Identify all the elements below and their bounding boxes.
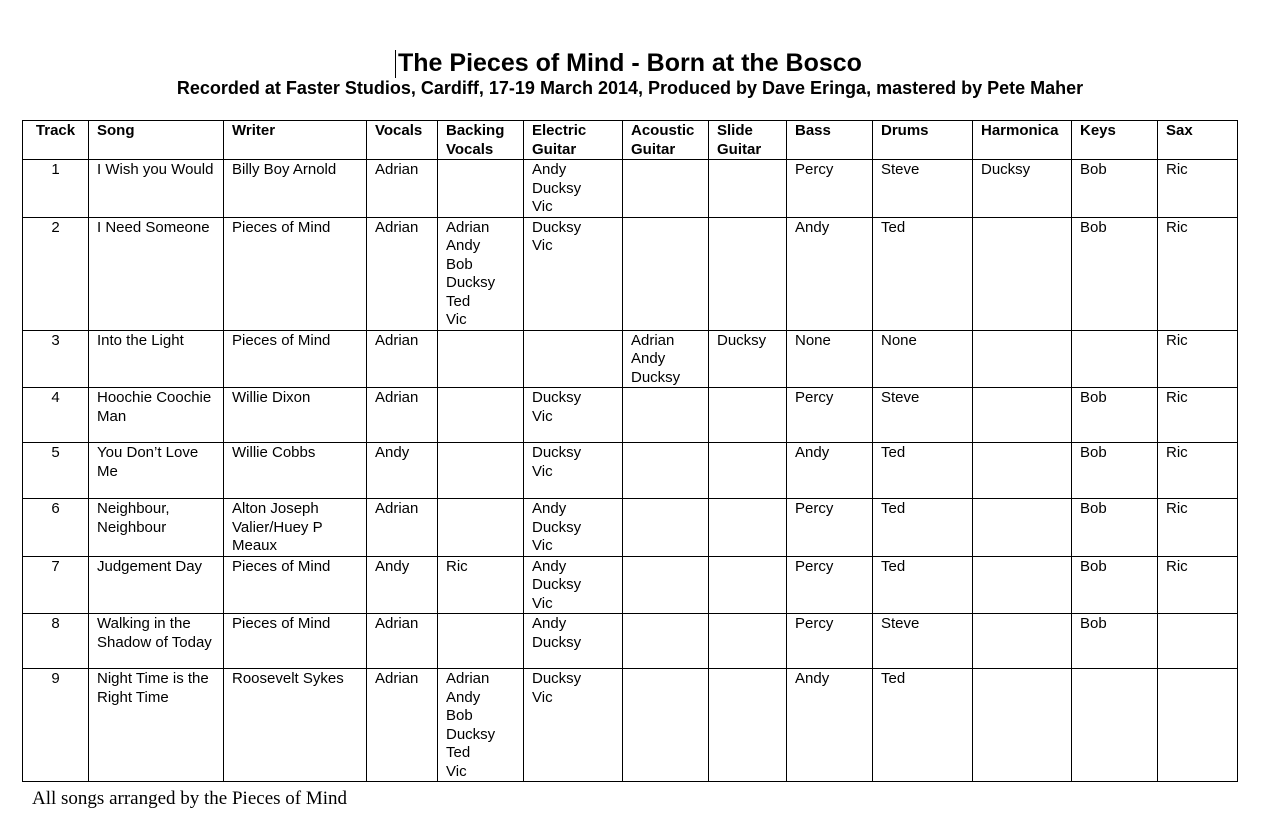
table-row [23, 556, 1238, 614]
cell-electric-guitar: Ducksy Vic [524, 217, 623, 330]
column-header-harmonica: Harmonica [973, 121, 1072, 160]
cell-keys: Bob [1072, 388, 1158, 443]
cell-harmonica [973, 443, 1072, 499]
cell-bass: Percy [787, 160, 873, 218]
cell-song: Night Time is the Right Time [89, 669, 224, 782]
cell-backing-vocals [438, 388, 524, 443]
cell-song: Hoochie Coochie Man [89, 388, 224, 443]
cell-writer: Pieces of Mind [224, 614, 367, 669]
cell-slide-guitar [709, 614, 787, 669]
cell-acoustic-guitar [623, 669, 709, 782]
cell-slide-guitar [709, 388, 787, 443]
cell-backing-vocals: Adrian Andy Bob Ducksy Ted Vic [438, 669, 524, 782]
cell-song: I Need Someone [89, 217, 224, 330]
cell-song: You Don’t Love Me [89, 443, 224, 499]
cell-drums: Steve [873, 388, 973, 443]
cell-harmonica [973, 330, 1072, 388]
cell-sax: Ric [1158, 217, 1238, 330]
cell-harmonica [973, 388, 1072, 443]
cell-backing-vocals [438, 330, 524, 388]
cell-vocals: Adrian [367, 614, 438, 669]
footer-note: All songs arranged by the Pieces of Mind [32, 788, 348, 809]
cell-acoustic-guitar [623, 614, 709, 669]
cell-drums: Ted [873, 217, 973, 330]
cell-electric-guitar: Andy Ducksy Vic [524, 160, 623, 218]
table-row [23, 669, 1238, 782]
cell-bass: Andy [787, 669, 873, 782]
table-row [23, 614, 1238, 669]
track-table [22, 120, 1238, 782]
cell-vocals: Adrian [367, 388, 438, 443]
cell-drums: Ted [873, 556, 973, 614]
table-row [23, 330, 1238, 388]
cell-keys: Bob [1072, 499, 1158, 557]
cell-slide-guitar [709, 160, 787, 218]
cell-harmonica [973, 217, 1072, 330]
cell-writer: Alton Joseph Valier/Huey P Meaux [224, 499, 367, 557]
cell-track: 4 [23, 388, 89, 443]
cell-drums: Steve [873, 614, 973, 669]
cell-acoustic-guitar [623, 217, 709, 330]
cell-drums: Ted [873, 669, 973, 782]
document-subtitle: Recorded at Faster Studios, Cardiff, 17-19 March 2014, Produced by Dave Eringa, mastered by Pete Maher [176, 78, 1084, 98]
cell-keys [1072, 669, 1158, 782]
cell-keys [1072, 330, 1158, 388]
cell-slide-guitar [709, 217, 787, 330]
cell-writer: Pieces of Mind [224, 556, 367, 614]
cell-harmonica [973, 556, 1072, 614]
cell-keys: Bob [1072, 160, 1158, 218]
cell-acoustic-guitar: Adrian Andy Ducksy [623, 330, 709, 388]
cell-backing-vocals [438, 614, 524, 669]
cell-sax: Ric [1158, 388, 1238, 443]
cell-song: I Wish you Would [89, 160, 224, 218]
cell-track: 3 [23, 330, 89, 388]
cell-writer: Pieces of Mind [224, 330, 367, 388]
cell-keys: Bob [1072, 556, 1158, 614]
cell-harmonica [973, 499, 1072, 557]
cell-harmonica: Ducksy [973, 160, 1072, 218]
cell-sax: Ric [1158, 556, 1238, 614]
column-header-keys: Keys [1072, 121, 1158, 160]
cell-writer: Billy Boy Arnold [224, 160, 367, 218]
table-row [23, 388, 1238, 443]
cell-slide-guitar: Ducksy [709, 330, 787, 388]
cell-electric-guitar [524, 330, 623, 388]
cell-acoustic-guitar [623, 556, 709, 614]
column-header-writer: Writer [224, 121, 367, 160]
header-row [23, 121, 1238, 160]
document-title: The Pieces of Mind - Born at the Bosco [398, 49, 862, 77]
cell-track: 7 [23, 556, 89, 614]
cell-electric-guitar: Andy Ducksy Vic [524, 499, 623, 557]
cell-track: 8 [23, 614, 89, 669]
cell-sax: Ric [1158, 160, 1238, 218]
cell-keys: Bob [1072, 614, 1158, 669]
cell-sax: Ric [1158, 443, 1238, 499]
cell-vocals: Adrian [367, 499, 438, 557]
text-cursor [395, 50, 396, 78]
table-row [23, 160, 1238, 218]
cell-drums: Steve [873, 160, 973, 218]
cell-slide-guitar [709, 443, 787, 499]
column-header-drums: Drums [873, 121, 973, 160]
cell-keys: Bob [1072, 217, 1158, 330]
cell-track: 5 [23, 443, 89, 499]
cell-writer: Pieces of Mind [224, 217, 367, 330]
cell-harmonica [973, 669, 1072, 782]
cell-electric-guitar: Ducksy Vic [524, 388, 623, 443]
cell-vocals: Adrian [367, 330, 438, 388]
cell-vocals: Andy [367, 443, 438, 499]
table-body [23, 160, 1238, 782]
cell-song: Into the Light [89, 330, 224, 388]
column-header-vocals: Vocals [367, 121, 438, 160]
cell-backing-vocals [438, 160, 524, 218]
cell-track: 9 [23, 669, 89, 782]
column-header-slide-guitar: Slide Guitar [709, 121, 787, 160]
cell-electric-guitar: Ducksy Vic [524, 669, 623, 782]
cell-track: 2 [23, 217, 89, 330]
cell-backing-vocals [438, 443, 524, 499]
cell-keys: Bob [1072, 443, 1158, 499]
cell-acoustic-guitar [623, 160, 709, 218]
column-header-electric-guitar: Electric Guitar [524, 121, 623, 160]
cell-bass: Andy [787, 217, 873, 330]
column-header-track: Track [23, 121, 89, 160]
cell-acoustic-guitar [623, 499, 709, 557]
column-header-backing-vocals: Backing Vocals [438, 121, 524, 160]
cell-backing-vocals: Ric [438, 556, 524, 614]
cell-electric-guitar: Andy Ducksy Vic [524, 556, 623, 614]
cell-track: 6 [23, 499, 89, 557]
cell-slide-guitar [709, 499, 787, 557]
cell-song: Judgement Day [89, 556, 224, 614]
cell-writer: Roosevelt Sykes [224, 669, 367, 782]
column-header-sax: Sax [1158, 121, 1238, 160]
column-header-song: Song [89, 121, 224, 160]
cell-song: Neighbour, Neighbour [89, 499, 224, 557]
cell-sax [1158, 669, 1238, 782]
cell-sax: Ric [1158, 499, 1238, 557]
cell-bass: Percy [787, 388, 873, 443]
cell-bass: Percy [787, 556, 873, 614]
cell-drums: Ted [873, 499, 973, 557]
cell-bass: Percy [787, 499, 873, 557]
cell-vocals: Adrian [367, 669, 438, 782]
cell-harmonica [973, 614, 1072, 669]
table-row [23, 443, 1238, 499]
cell-drums: None [873, 330, 973, 388]
cell-drums: Ted [873, 443, 973, 499]
cell-vocals: Adrian [367, 217, 438, 330]
column-header-bass: Bass [787, 121, 873, 160]
cell-backing-vocals: Adrian Andy Bob Ducksy Ted Vic [438, 217, 524, 330]
cell-bass: None [787, 330, 873, 388]
cell-acoustic-guitar [623, 443, 709, 499]
table-row [23, 217, 1238, 330]
cell-slide-guitar [709, 556, 787, 614]
cell-track: 1 [23, 160, 89, 218]
table-row [23, 499, 1238, 557]
cell-vocals: Adrian [367, 160, 438, 218]
cell-backing-vocals [438, 499, 524, 557]
cell-writer: Willie Dixon [224, 388, 367, 443]
cell-writer: Willie Cobbs [224, 443, 367, 499]
cell-electric-guitar: Andy Ducksy [524, 614, 623, 669]
cell-vocals: Andy [367, 556, 438, 614]
cell-electric-guitar: Ducksy Vic [524, 443, 623, 499]
cell-sax: Ric [1158, 330, 1238, 388]
cell-slide-guitar [709, 669, 787, 782]
cell-bass: Andy [787, 443, 873, 499]
cell-bass: Percy [787, 614, 873, 669]
cell-song: Walking in the Shadow of Today [89, 614, 224, 669]
column-header-acoustic-guitar: Acoustic Guitar [623, 121, 709, 160]
cell-acoustic-guitar [623, 388, 709, 443]
cell-sax [1158, 614, 1238, 669]
